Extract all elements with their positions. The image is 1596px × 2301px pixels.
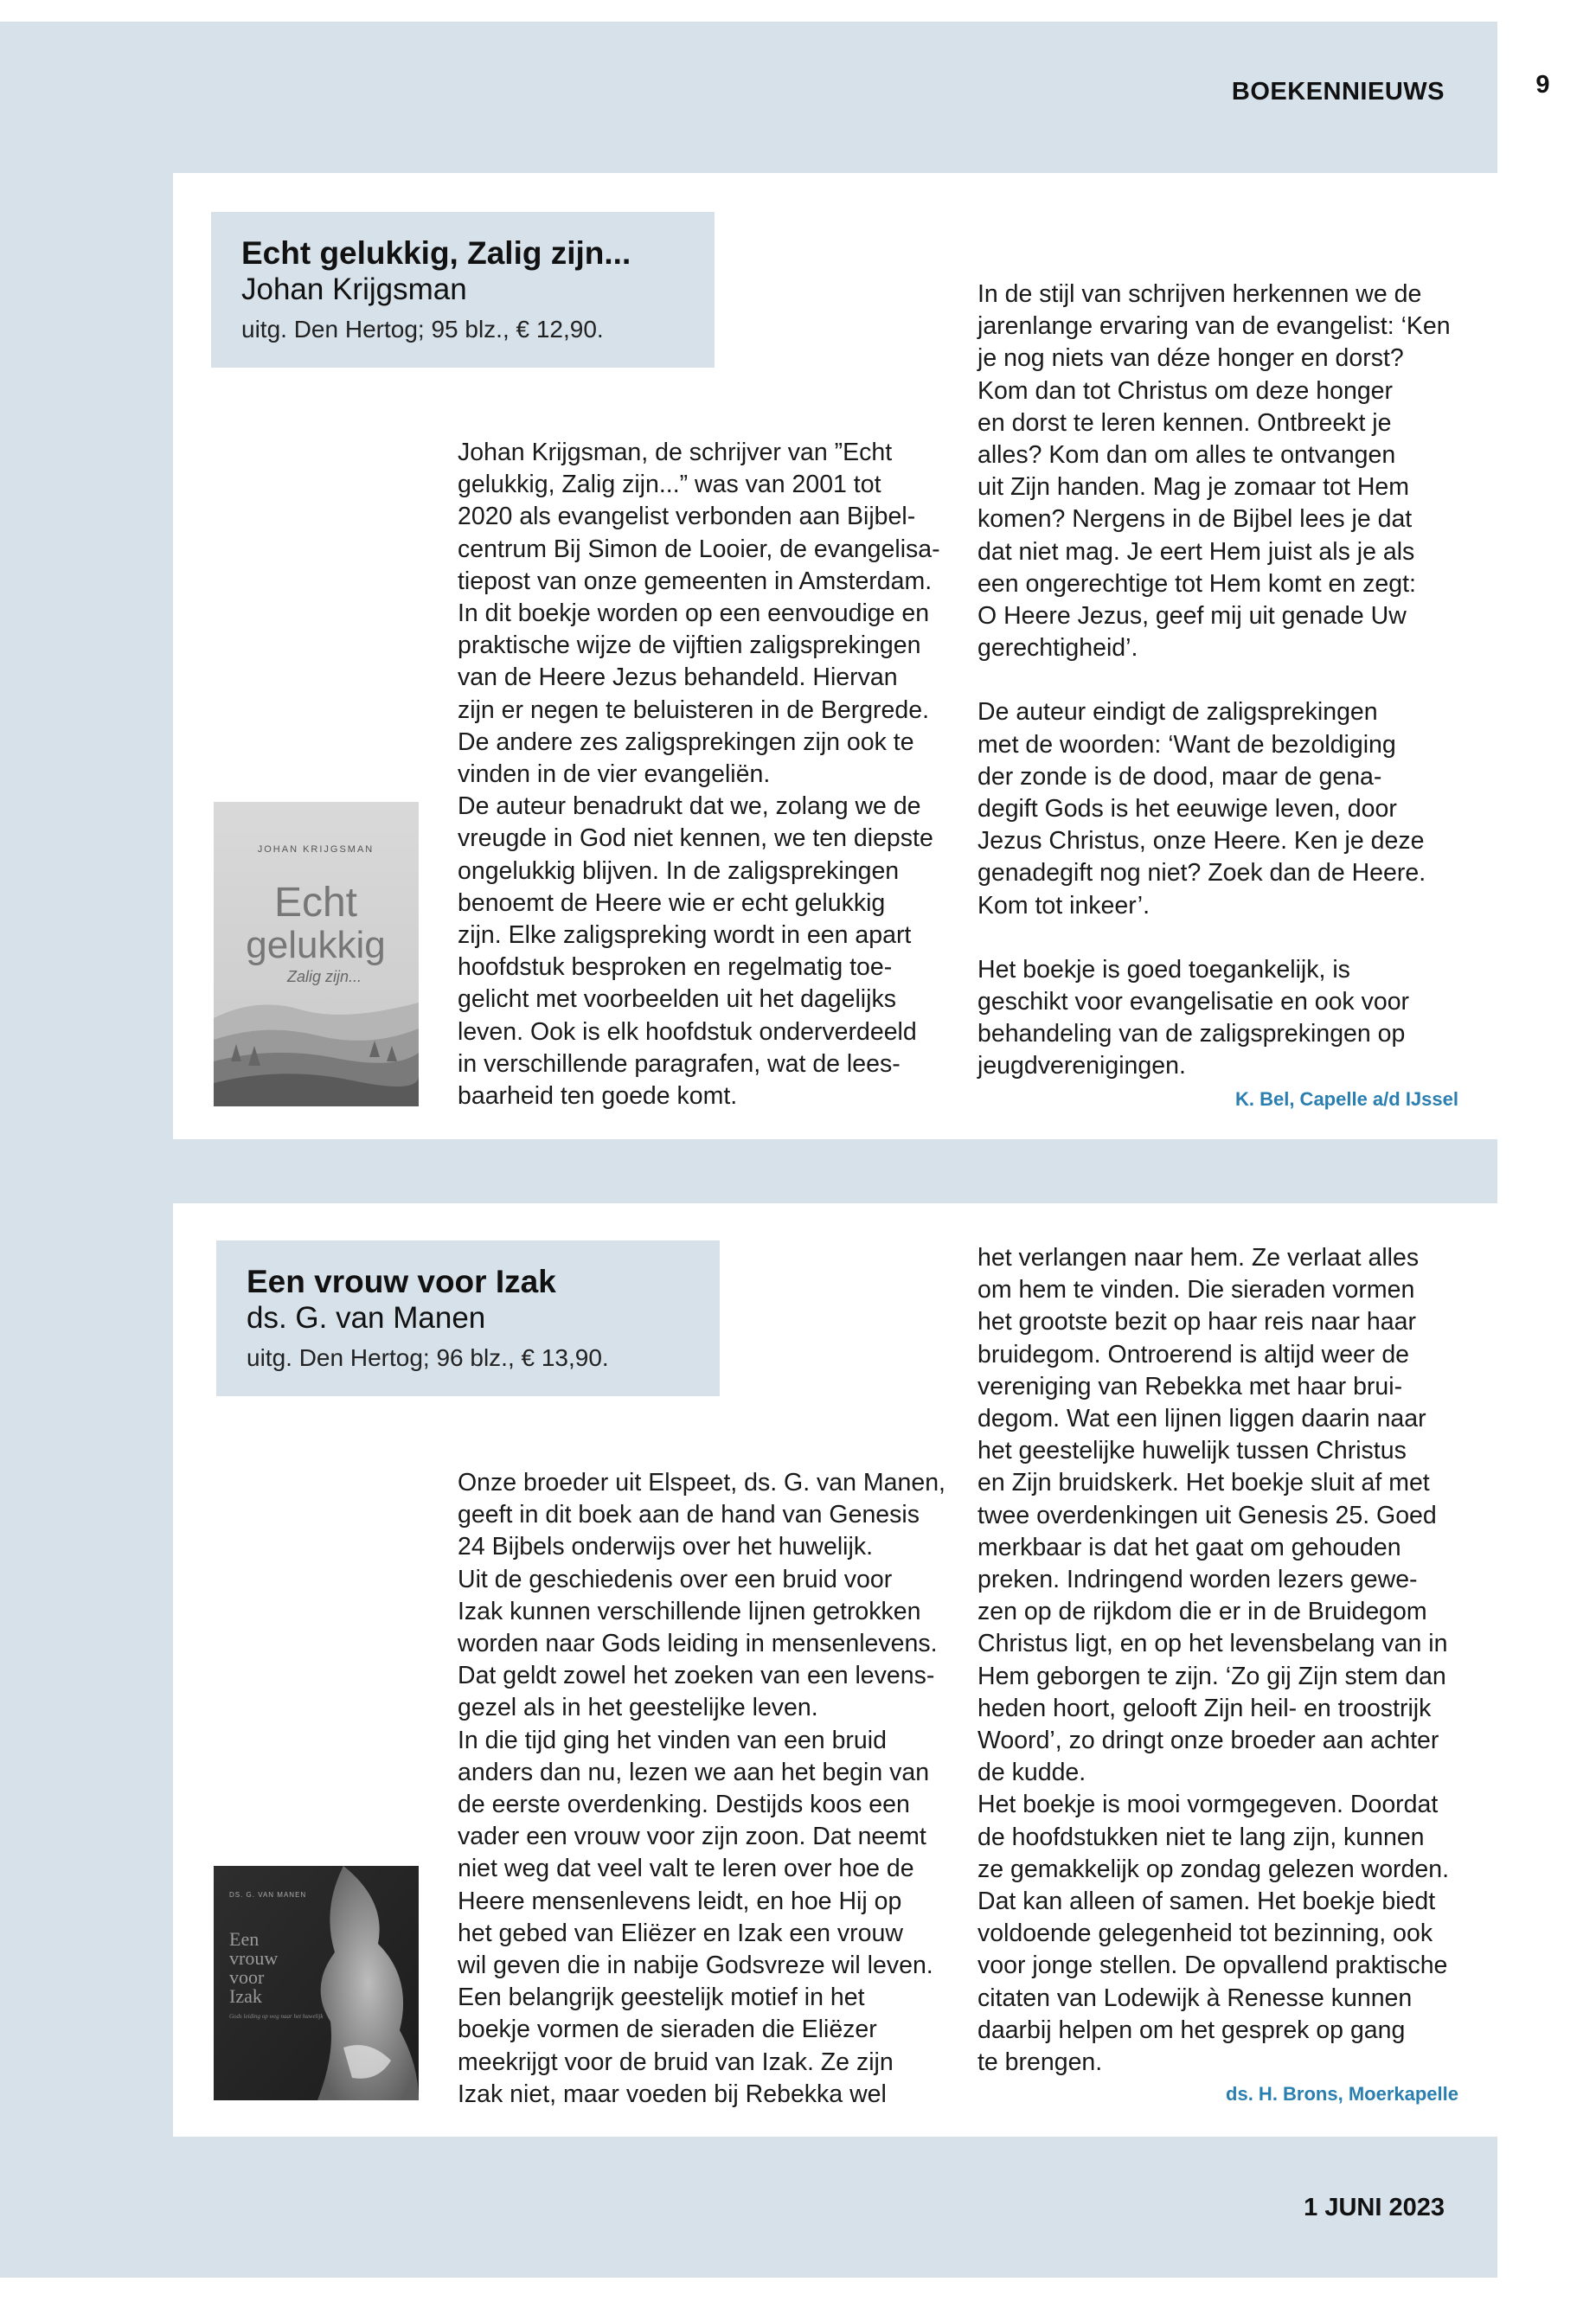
review-card-2 [173,1203,1497,2137]
book-title-box [211,212,715,368]
cover-author-text: JOHAN KRIJGSMAN [257,844,375,855]
book-author: Johan Krijgsman [241,272,467,306]
cover-subtitle: Gods leiding op weg naar het huwelijk [229,2013,324,2020]
cover-subtitle: Zalig zijn... [286,968,362,985]
reviewer-signature: ds. H. Brons, Moerkapelle [1226,2083,1458,2105]
book-title: Echt gelukkig, Zalig zijn... [241,235,631,271]
cover-title-line1: Een [229,1928,260,1950]
page-number: 9 [1535,71,1550,99]
book-publication-info: uitg. Den Hertog; 95 blz., € 12,90. [241,316,604,343]
review-text-column-1 [458,437,951,1112]
book-cover-illustration [214,1866,419,2100]
cover-title-line1: Echt [273,880,358,926]
review-paragraph: Onze broeder uit Elspeet, ds. G. van Manen, geeft in dit boek aan de hand van Genesis 24 Bijbels onderwijs over het huwelijk. Uit de geschiedenis over een bruid voor Izak kunnen verschillende lijnen getrokken worden naar Gods leiding in mensenlevens. Dat geldt zowel het zoeken van een levens- gezel als in het geestelijke leven. In die tijd ging het vinden van een bruid anders dan nu, lezen we aan het begin van de eerste overdenking. Destijds koos een vader een vrouw voor zijn zoon. Dat neemt niet weg dat veel valt te leren over hoe de Heere mensenlevens leidt, en hoe Hij op het gebed van Eliëzer en Izak een vrouw wil geven die in nabije Godsvreze wil leven. Een belangrijk geestelijk motief in het boekje vormen de sieraden die Eliëzer meekrijgt voor de bruid van Izak. Ze zijn Izak niet, maar voeden bij Rebekka wel [458,1469,945,2108]
review-text-column-2 [977,1242,1471,2079]
cover-title-line4: Izak [229,1985,262,2007]
review-paragraph: Het boekje is goed toegankelijk, is geschikt voor evangelisatie en ook voor behandeling van de zaligsprekingen op jeugdverenigingen. [977,955,1410,1080]
review-card-1 [173,173,1497,1139]
review-paragraph: Johan Krijgsman, de schrijver van ”Echt gelukkig, Zalig zijn...” was van 2001 tot 2020 als evangelist verbonden aan Bijbel- centrum Bij Simon de Looier, de evangelisa- tiepost van onze gemeenten in Amsterdam. In dit boekje worden op een eenvoudige en praktische wijze de vijftien zaligsprekingen van de Heere Jezus behandeld. Hiervan zijn er negen te beluisteren in de Bergrede. De andere zes zaligsprekingen zijn ook te vinden in de vier evangeliën. De auteur benadrukt dat we, zolang we de vreugde in God niet kennen, we ten diepste ongelukkig blijven. In de zaligsprekingen benoemt de Heere wie er echt gelukkig zijn. Elke zaligspreking wordt in een apart hoofdstuk besproken en regelmatig toe- gelicht met voorbeelden uit het dagelijks leven. Ook is elk hoofdstuk onderverdeeld in verschillende paragrafen, wat de lees- baarheid ten goede komt. [458,439,940,1111]
section-label: BOEKENNIEUWS [1231,78,1445,106]
book-author: ds. G. van Manen [247,1301,486,1335]
review-paragraph: het verlangen naar hem. Ze verlaat alles om hem te vinden. Die sieraden vormen het grootste bezit op haar reis naar haar bruidegom. Ontroerend is altijd weer de vereniging van Rebekka met haar brui- degom. Wat een lijnen liggen daarin naar het geestelijke huwelijk tussen Christus en Zijn bruidskerk. Het boekje sluit af met twee overdenkingen uit Genesis 25. Goed merkbaar is dat het gaat om gehouden preken. Indringend worden lezers gewe- zen op de rijkdom die er in de Bruidegom Christus ligt, en op het levensbelang van in Hem geborgen te zijn. ‘Zo gij Zijn stem dan heden hoort, gelooft Zijn heil- en troostrijk Woord’, zo dringt onze broeder aan achter de kudde. Het boekje is mooi vormgegeven. Doordat de hoofdstukken niet te lang zijn, kunnen ze gemakkelijk op zondag gelezen worden. Dat kan alleen of samen. Het boekje biedt voldoende gelegenheid tot bezinning, ook voor jonge stellen. De opvallend praktische citaten van Lodewijk à Renesse kunnen daarbij helpen om het gesprek op gang te brengen. [977,1244,1450,2077]
cover-title-line2: gelukkig [246,924,386,966]
cover-author-text: DS. G. VAN MANEN [229,1891,307,1899]
book-publication-info: uitg. Den Hertog; 96 blz., € 13,90. [247,1344,609,1371]
cover-title-line2: vrouw [229,1947,279,1969]
review-paragraph: De auteur eindigt de zaligsprekingen met de woorden: ‘Want de bezoldiging der zonde is de dood, maar de gena- degift Gods is het eeuwige leven, door Jezus Christus, onze Heere. Ken je deze genadegift nog niet? Zoek dan de Heere. Kom tot inkeer’. [977,698,1426,920]
book-cover-image [214,1866,419,2100]
review-paragraph: In de stijl van schrijven herkennen we de jarenlange ervaring van de evangelist: ‘Ken je nog niets van déze honger en dorst? Kom dan tot Christus om deze honger en dorst te leren kennen. Ontbreekt je alles? Kom dan om alles te ontvangen uit Zijn handen. Mag je zomaar tot Hem komen? Nergens in de Bijbel lees je dat dat niet mag. Je eert Hem juist als je als een ongerechtige tot Hem komt en zegt: O Heere Jezus, geef mij uit genade Uw gerechtigheid’. [977,280,1451,663]
book-cover-image [214,802,419,1106]
book-cover-illustration [214,802,419,1106]
book-title-box [216,1240,720,1396]
cover-title-line3: voor [229,1966,265,1988]
reviewer-signature: K. Bel, Capelle a/d IJssel [1234,1088,1458,1110]
book-title: Een vrouw voor Izak [247,1264,556,1299]
review-text-column-2 [977,279,1471,1083]
review-text-column-1 [458,1467,951,2111]
issue-date: 1 JUNI 2023 [1304,2194,1445,2221]
